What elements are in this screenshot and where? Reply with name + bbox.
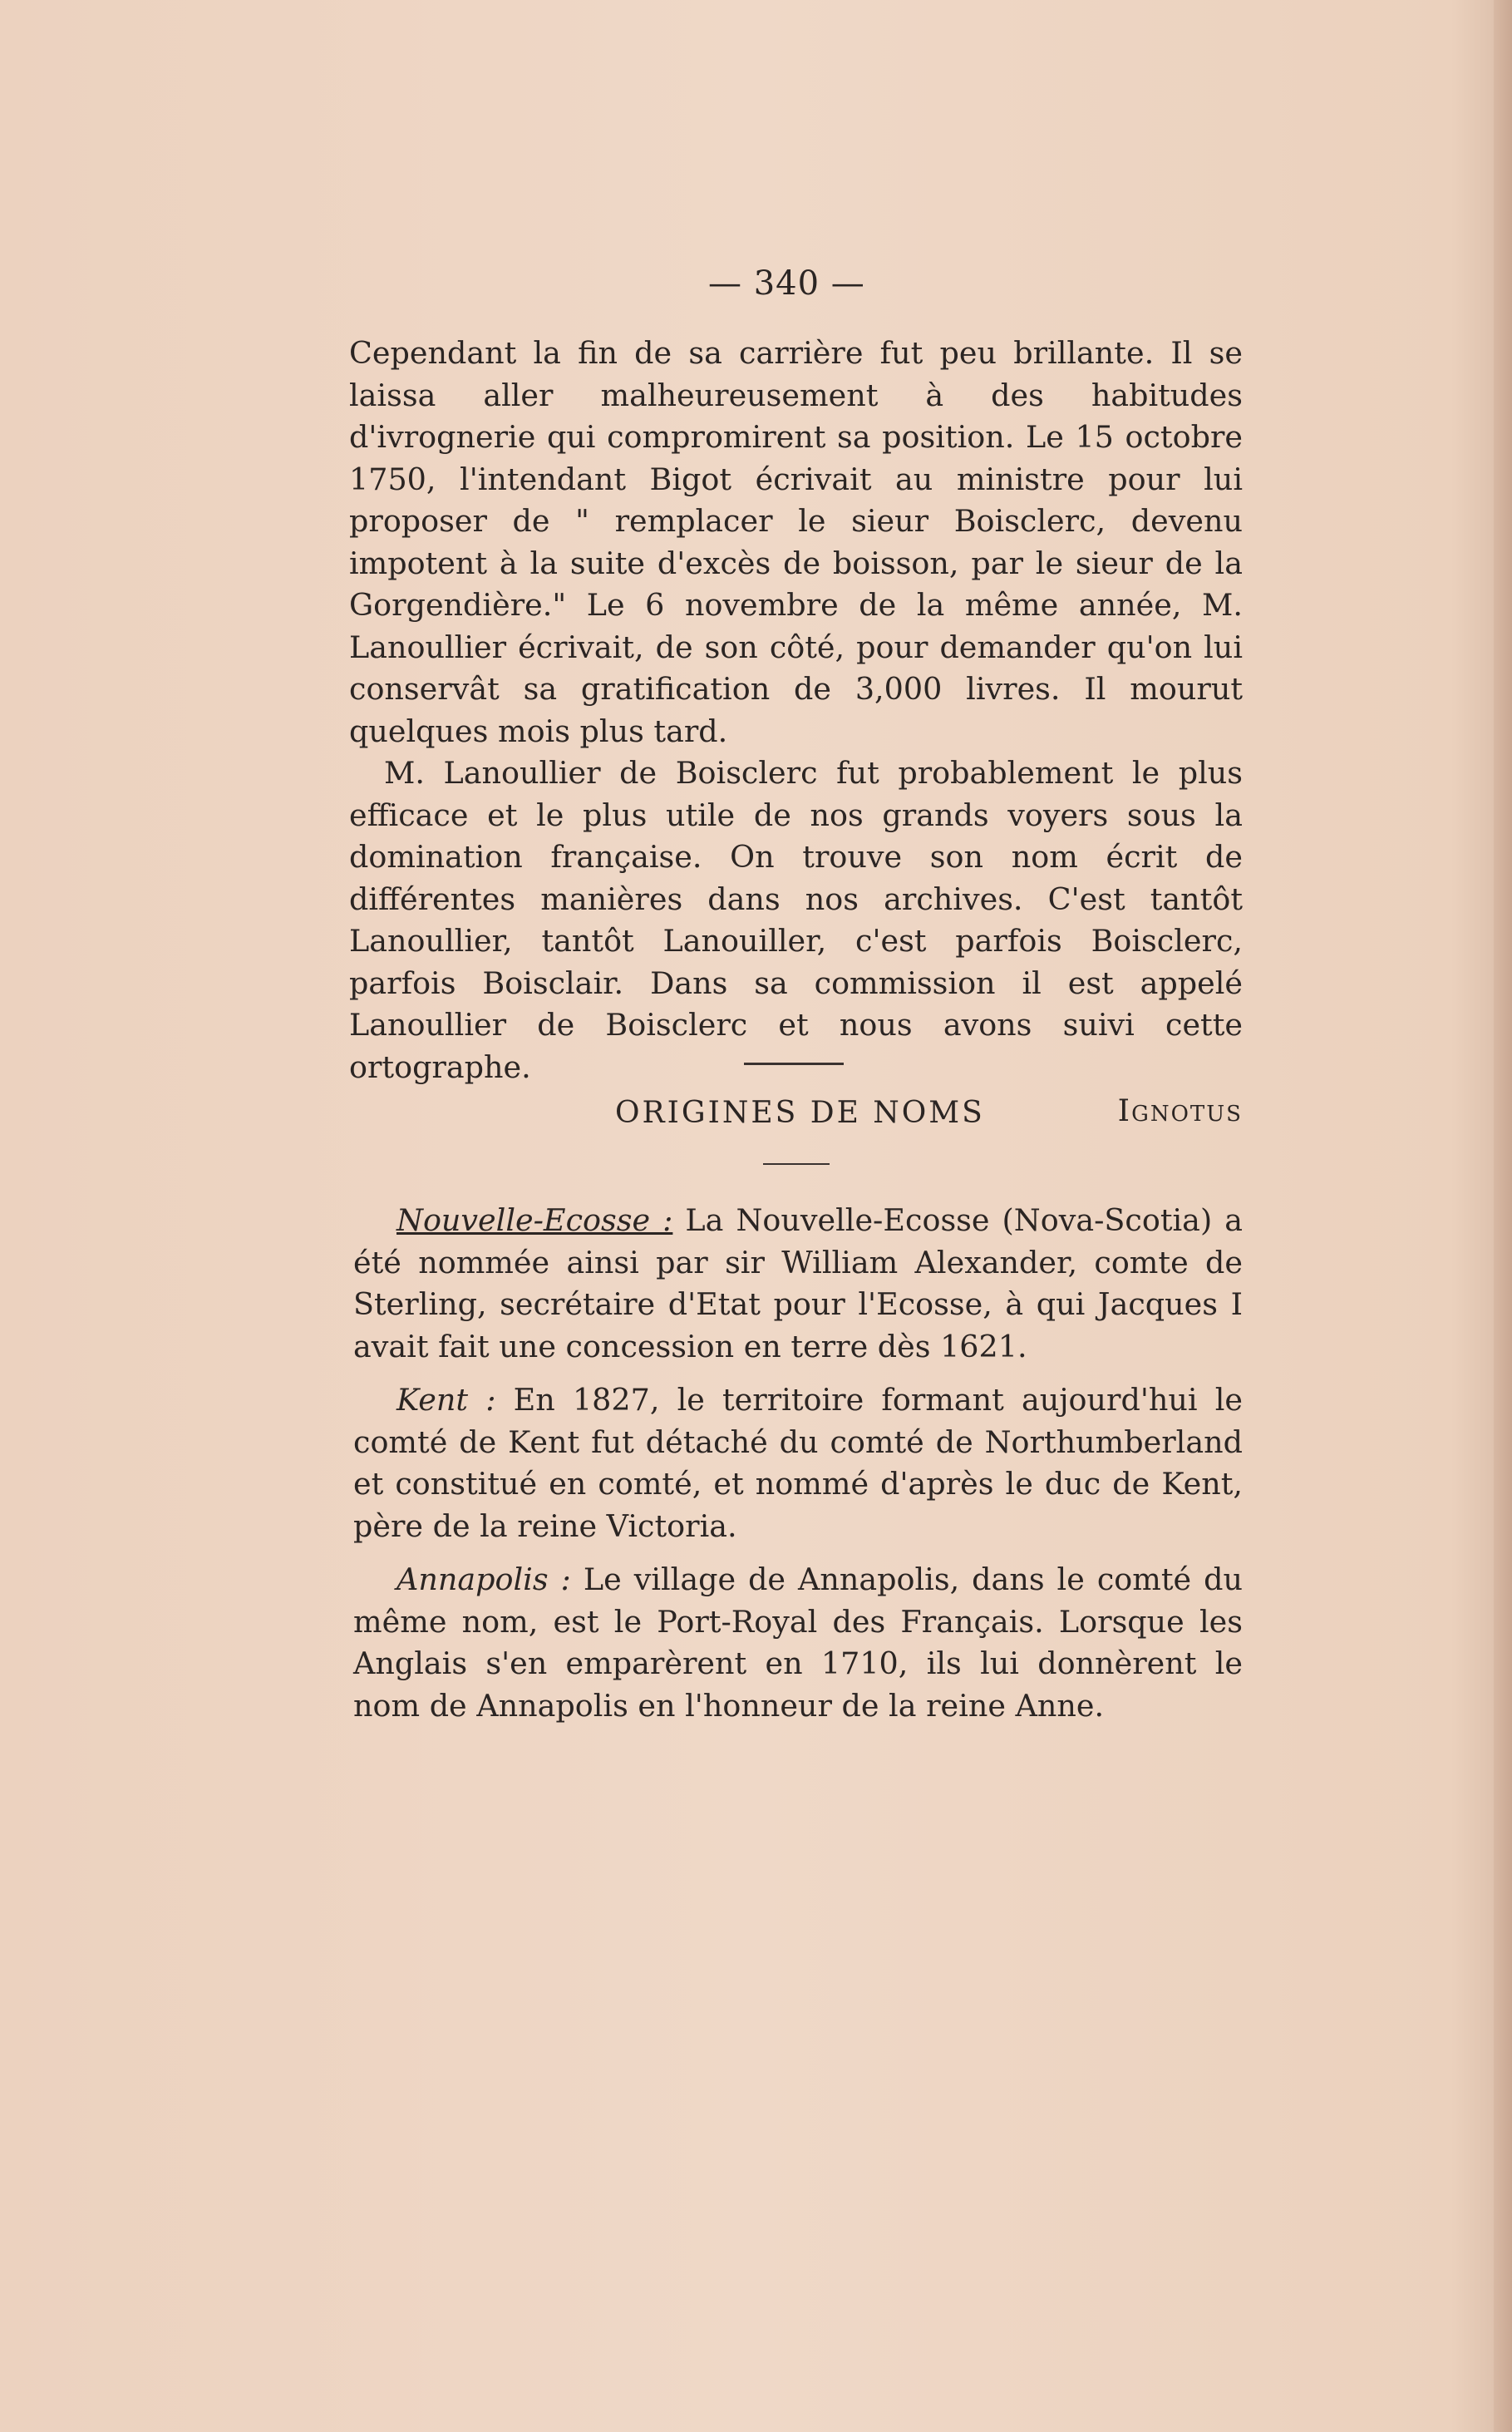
article-text [349, 333, 1243, 1132]
entry-term: Annapolis : [396, 1561, 571, 1597]
name-origins-list [353, 1200, 1243, 1739]
entry-nouvelle-ecosse [353, 1200, 1243, 1368]
entry-text: Le village de Annapolis, dans le comté du même nom, est le Port-Royal des Français. Lorsque les Anglais s'en emparèrent en 1710, ils lui donnèrent le nom de Annapolis en l'honneur de la reine Anne. [353, 1561, 1243, 1724]
author-signature: Ignotus [1117, 1093, 1243, 1128]
section-title: ORIGINES DE NOMS [615, 1096, 985, 1130]
paragraph-1: Cependant la fin de sa carrière fut peu brillante. Il se laissa aller malheureusement à des habitudes d'ivrognerie qui compromirent sa position. Le 15 octobre 1750, l'intendant Bigot écrivait au ministre pour lui proposer de " remplacer le sieur Boisclerc, devenu impotent à la suite d'excès de boisson, par le sieur de la Gorgendière." Le 6 novembre de la même année, M. Lanoullier écrivait, de son côté, pour demander qu'on lui conservât sa gratification de 3,000 livres. Il mourut quelques mois plus tard. [349, 335, 1243, 749]
entry-text: La Nouvelle-Ecosse (Nova-Scotia) a été nommée ainsi par sir William Alexander, comte de Sterling, secrétaire d'Etat pour l'Ecosse, à qui Jacques I avait fait une concession en terre dès 1621. [353, 1202, 1243, 1364]
entry-annapolis [353, 1559, 1243, 1727]
page-edge-shadow [1494, 0, 1512, 2432]
entry-term: Kent : [396, 1382, 496, 1418]
page-number: — 340 — [708, 264, 865, 303]
separator-rule-top [744, 1063, 844, 1065]
paragraph-2: M. Lanoullier de Boisclerc fut probablement le plus efficace et le plus utile de nos grands voyers sous la domination française. On trouve son nom écrit de différentes manières dans nos archives. C'est tantôt Lanoullier, tantôt Lanouiller, c'est parfois Boisclerc, parfois Boisclair. Dans sa commission il est appelé Lanoullier de Boisclerc et nous avons suivi cette ortographe. [349, 755, 1243, 1085]
entry-text: En 1827, le territoire formant aujourd'hui le comté de Kent fut détaché du comté de Northumberland et constitué en comté, et nommé d'après le duc de Kent, père de la reine Victoria. [353, 1382, 1243, 1544]
entry-term: Nouvelle-Ecosse : [396, 1202, 673, 1238]
entry-kent [353, 1379, 1243, 1547]
separator-rule-bottom [763, 1163, 830, 1165]
